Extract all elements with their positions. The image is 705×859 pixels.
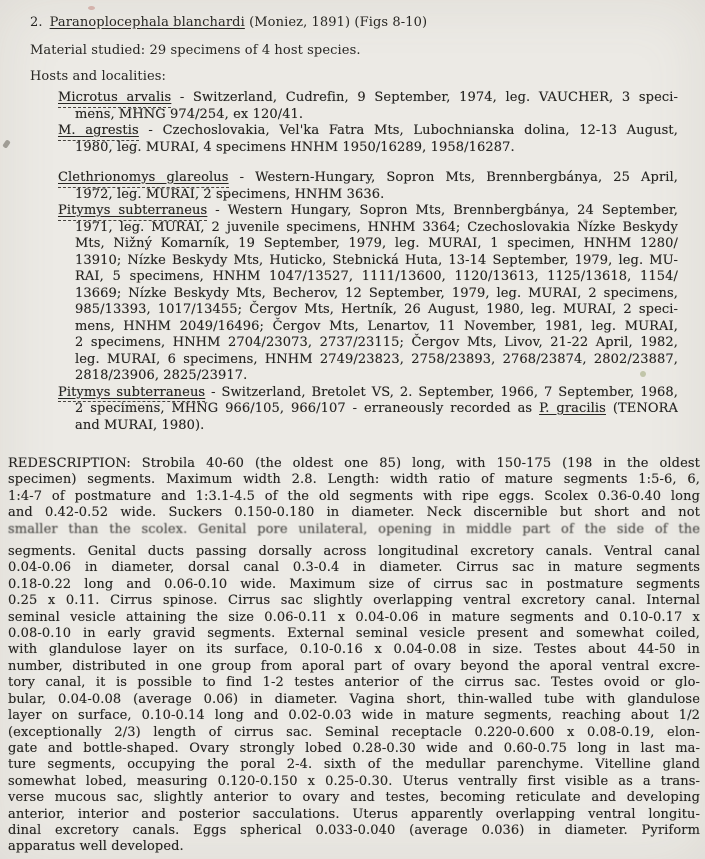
text-line: [58, 319, 678, 336]
text-segment: seminal vesicle attaining the size 0.06-0.11 x 0.04-0.06 in mature segments and 0.10-0.17 x: [8, 609, 700, 625]
text-segment: REDESCRIPTION: Strobila 40-60 (the oldest one 85) long, with 150-175 (198 in the oldest: [8, 456, 700, 471]
text-line: [8, 675, 700, 691]
text-segment: 1972, leg. MURAI, 2 specimens, HNHM 3636.: [75, 186, 385, 202]
text-segment: - Western Hungary, Sopron Mts, Brennbergbánya, 24 September,: [207, 203, 678, 218]
text-segment: layer on surface, 0.10-0.14 long and 0.02-0.03 wide in mature segments, reaching about 1/2: [8, 708, 700, 724]
text-line: [58, 302, 678, 319]
underlined-species-name: P. gracilis: [539, 401, 606, 416]
text-segment: - Czechoslovakia, Vel'ka Fatra Mts, Lubochnianska dolina, 12-13 August,: [138, 123, 678, 138]
text-segment: - Western-Hungary, Sopron Mts, Brennbergbánya, 25 April,: [228, 170, 679, 185]
text-segment: mens, MHNG 974/254, ex 120/41.: [75, 106, 304, 122]
host-entry: [58, 203, 678, 385]
hosts-localities-label: Hosts and localities:: [30, 69, 166, 84]
text-segment: 1980, leg. MURAI, 4 specimens HNHM 1950/16289, 1958/16287.: [75, 139, 515, 155]
text-line: [8, 544, 700, 560]
text-segment: 985/13393, 1017/13455; Čergov Mts, Hertník, 26 August, 1980, leg. MURAI, 2 speci-: [75, 302, 678, 317]
text-line: [8, 489, 700, 505]
section-heading: [30, 15, 678, 30]
text-line: [8, 593, 700, 609]
text-segment: somewhat lobed, measuring 0.120-0.150 x 0.25-0.30. Uterus ventrally first visible as a trans-: [8, 773, 700, 789]
text-segment: and MURAI, 1980).: [75, 417, 205, 433]
heading-number: 2.: [30, 15, 43, 30]
text-segment: apparatus well developed.: [8, 839, 184, 855]
text-segment: segments. Genital ducts passing dorsally across longitudinal excretory canals. Ventral canal: [8, 544, 700, 560]
text-line: [58, 170, 678, 187]
text-line: [8, 807, 700, 823]
text-segment: ture segments, occupying the poral 2-4. sixth of the medullar parenchyme. Vitelline gland: [8, 757, 700, 773]
text-segment: 13910; Nízke Beskydy Mts, Huticko, Stebnická Huta, 13-14 September, 1979, leg. MU-: [75, 252, 678, 268]
heading-species-name: Paranoplocephala blanchardi: [49, 15, 245, 30]
text-line: [8, 725, 700, 741]
text-line: [8, 757, 700, 773]
text-line: [58, 352, 678, 369]
text-segment: 1971, leg. MURAI, 2 juvenile specimens, HNHM 3364; Czechoslovakia Nízke Beskydy: [75, 219, 678, 235]
text-segment: 0.04-0.06 in diameter, dorsal canal 0.3-0.4 in diameter. Cirrus sac in mature segments: [8, 560, 700, 576]
species-name: Pitymys subterraneus: [58, 385, 205, 403]
redescription-section: [0, 456, 705, 856]
species-name: Microtus arvalis: [58, 90, 171, 108]
text-line: [8, 708, 700, 724]
text-line: [8, 577, 700, 593]
text-segment: leg. MURAI, 6 specimens, HNHM 2749/23823, 2758/23893, 2768/23874, 2802/23887,: [75, 351, 678, 367]
text-segment: with glandulose layer on its surface, 0.10-0.16 x 0.04-0.08 in size. Testes about 44-50 in: [8, 642, 700, 658]
text-line: [58, 140, 678, 157]
text-line: [8, 692, 700, 708]
text-line: [58, 187, 678, 204]
text-segment: anterior, interior and posterior sacculations. Uterus apparently overlapping ventral longitu-: [8, 806, 700, 822]
text-segment: 0.18-0.22 long and 0.06-0.10 wide. Maximum size of cirrus sac in postmature segments: [8, 576, 700, 592]
text-segment: 2 specimens, MHNG 966/105, 966/107 - erraneously recorded as: [75, 401, 540, 416]
text-segment: and 0.42-0.52 wide. Suckers 0.150-0.180 in diameter. Neck discernible but short and not: [8, 505, 700, 521]
text-line: [8, 626, 700, 642]
text-line: [58, 107, 678, 124]
text-segment: 1:4-7 of postmature and 1:3.1-4.5 of the old segments with ripe eggs. Scolex 0.36-0.40 long: [8, 488, 700, 504]
material-studied-line: Material studied: 29 specimens of 4 host species.: [30, 43, 361, 58]
text-line: [58, 236, 678, 253]
text-line: [58, 286, 678, 303]
text-line: [8, 610, 700, 626]
text-line: [8, 505, 700, 521]
text-line: [58, 401, 678, 418]
text-segment: bular, 0.04-0.08 (average 0.06) in diameter. Vagina short, thin-walled tube with glandulose: [8, 691, 700, 707]
host-entry: [58, 123, 678, 156]
text-line: [58, 90, 678, 107]
text-line: [8, 522, 700, 538]
text-line: [8, 790, 700, 806]
text-line: [58, 418, 678, 435]
text-segment: 0.25 x 0.11. Cirrus spinose. Cirrus sac slightly overlapping ventral excretory canal. Internal: [8, 593, 700, 609]
text-line: [58, 269, 678, 286]
text-line: [58, 203, 678, 220]
text-segment: tory canal, it is possible to find 1-2 testes anterior of the cirrus sac. Testes ovoid or glo-: [8, 675, 700, 691]
text-line: [8, 839, 700, 855]
text-segment: 2 specimens, HNHM 2704/23073, 2737/23115; Čergov Mts, Livov, 21-22 April, 1982,: [75, 335, 678, 350]
host-entry: [58, 385, 678, 435]
scan-artifact: [583, 219, 587, 223]
text-segment: gate and bottle-shaped. Ovary strongly lobed 0.28-0.30 wide and 0.60-0.75 long in last ma-: [8, 740, 700, 756]
text-line: [8, 659, 700, 675]
scan-artifact: [640, 371, 646, 377]
text-line: [58, 123, 678, 140]
host-entry: [58, 90, 678, 123]
text-line: [8, 456, 700, 472]
host-entries-list: [58, 90, 678, 434]
text-segment: specimen) segments. Maximum width 2.8. Length: width ratio of mature segments 1:5-6, 6,: [8, 472, 700, 488]
text-line: [58, 368, 678, 385]
text-line: [8, 560, 700, 576]
text-line: [58, 253, 678, 270]
text-segment: RAI, 5 specimens, HNHM 1047/13527, 1111/13600, 1120/13613, 1125/13618, 1154/: [75, 269, 678, 284]
text-segment: (TENORA: [605, 401, 678, 416]
text-segment: Mts, Nižný Komarník, 19 September, 1979, leg. MURAI, 1 specimen, HNHM 1280/: [75, 236, 678, 251]
species-name: M. agrestis: [58, 123, 139, 141]
text-segment: 13669; Nízke Beskydy Mts, Becherov, 12 September, 1979, leg. MURAI, 2 specimens,: [75, 285, 678, 301]
heading-authority: (Moniez, 1891) (Figs 8-10): [244, 15, 428, 30]
text-segment: 2818/23906, 2825/23917.: [75, 368, 248, 383]
text-segment: number, distributed in one group from aporal part of ovary beyond the aporal ventral excre-: [8, 658, 700, 674]
host-entry: [58, 170, 678, 203]
text-segment: - Switzerland, Bretolet VS, 2. September, 1966, 7 September, 1968,: [205, 384, 678, 400]
text-segment: verse mucous sac, slightly anterior to ovary and testes, becoming reticulate and developing: [8, 790, 700, 806]
text-segment: - Switzerland, Cudrefin, 9 September, 1974, leg. VAUCHER, 3 speci-: [171, 90, 678, 105]
text-segment: (exceptionally 2/3) length of cirrus sac. Seminal receptacle 0.220-0.600 x 0.08-0.19, elon-: [8, 724, 700, 740]
text-segment: dinal excretory canals. Eggs spherical 0.033-0.040 (average 0.036) in diameter. Pyriform: [8, 822, 700, 838]
text-segment: mens, HNHM 2049/16496; Čergov Mts, Lenartov, 11 November, 1981, leg. MURAI,: [75, 318, 678, 334]
scan-artifact: [88, 6, 95, 10]
text-line: [8, 472, 700, 488]
text-line: [8, 741, 700, 757]
text-segment: smaller than the scolex. Genital pore unilateral, opening in middle part of the side of the: [8, 521, 700, 537]
text-segment: 0.08-0.10 in early gravid segments. External seminal vesicle present and somewhat coiled,: [8, 626, 700, 642]
text-line: [8, 642, 700, 658]
text-line: [58, 385, 678, 402]
species-name: Clethrionomys glareolus: [58, 170, 229, 188]
species-name: Pitymys subterraneus: [58, 203, 207, 221]
text-line: [8, 823, 700, 839]
text-line: [58, 335, 678, 352]
text-line: [8, 774, 700, 790]
